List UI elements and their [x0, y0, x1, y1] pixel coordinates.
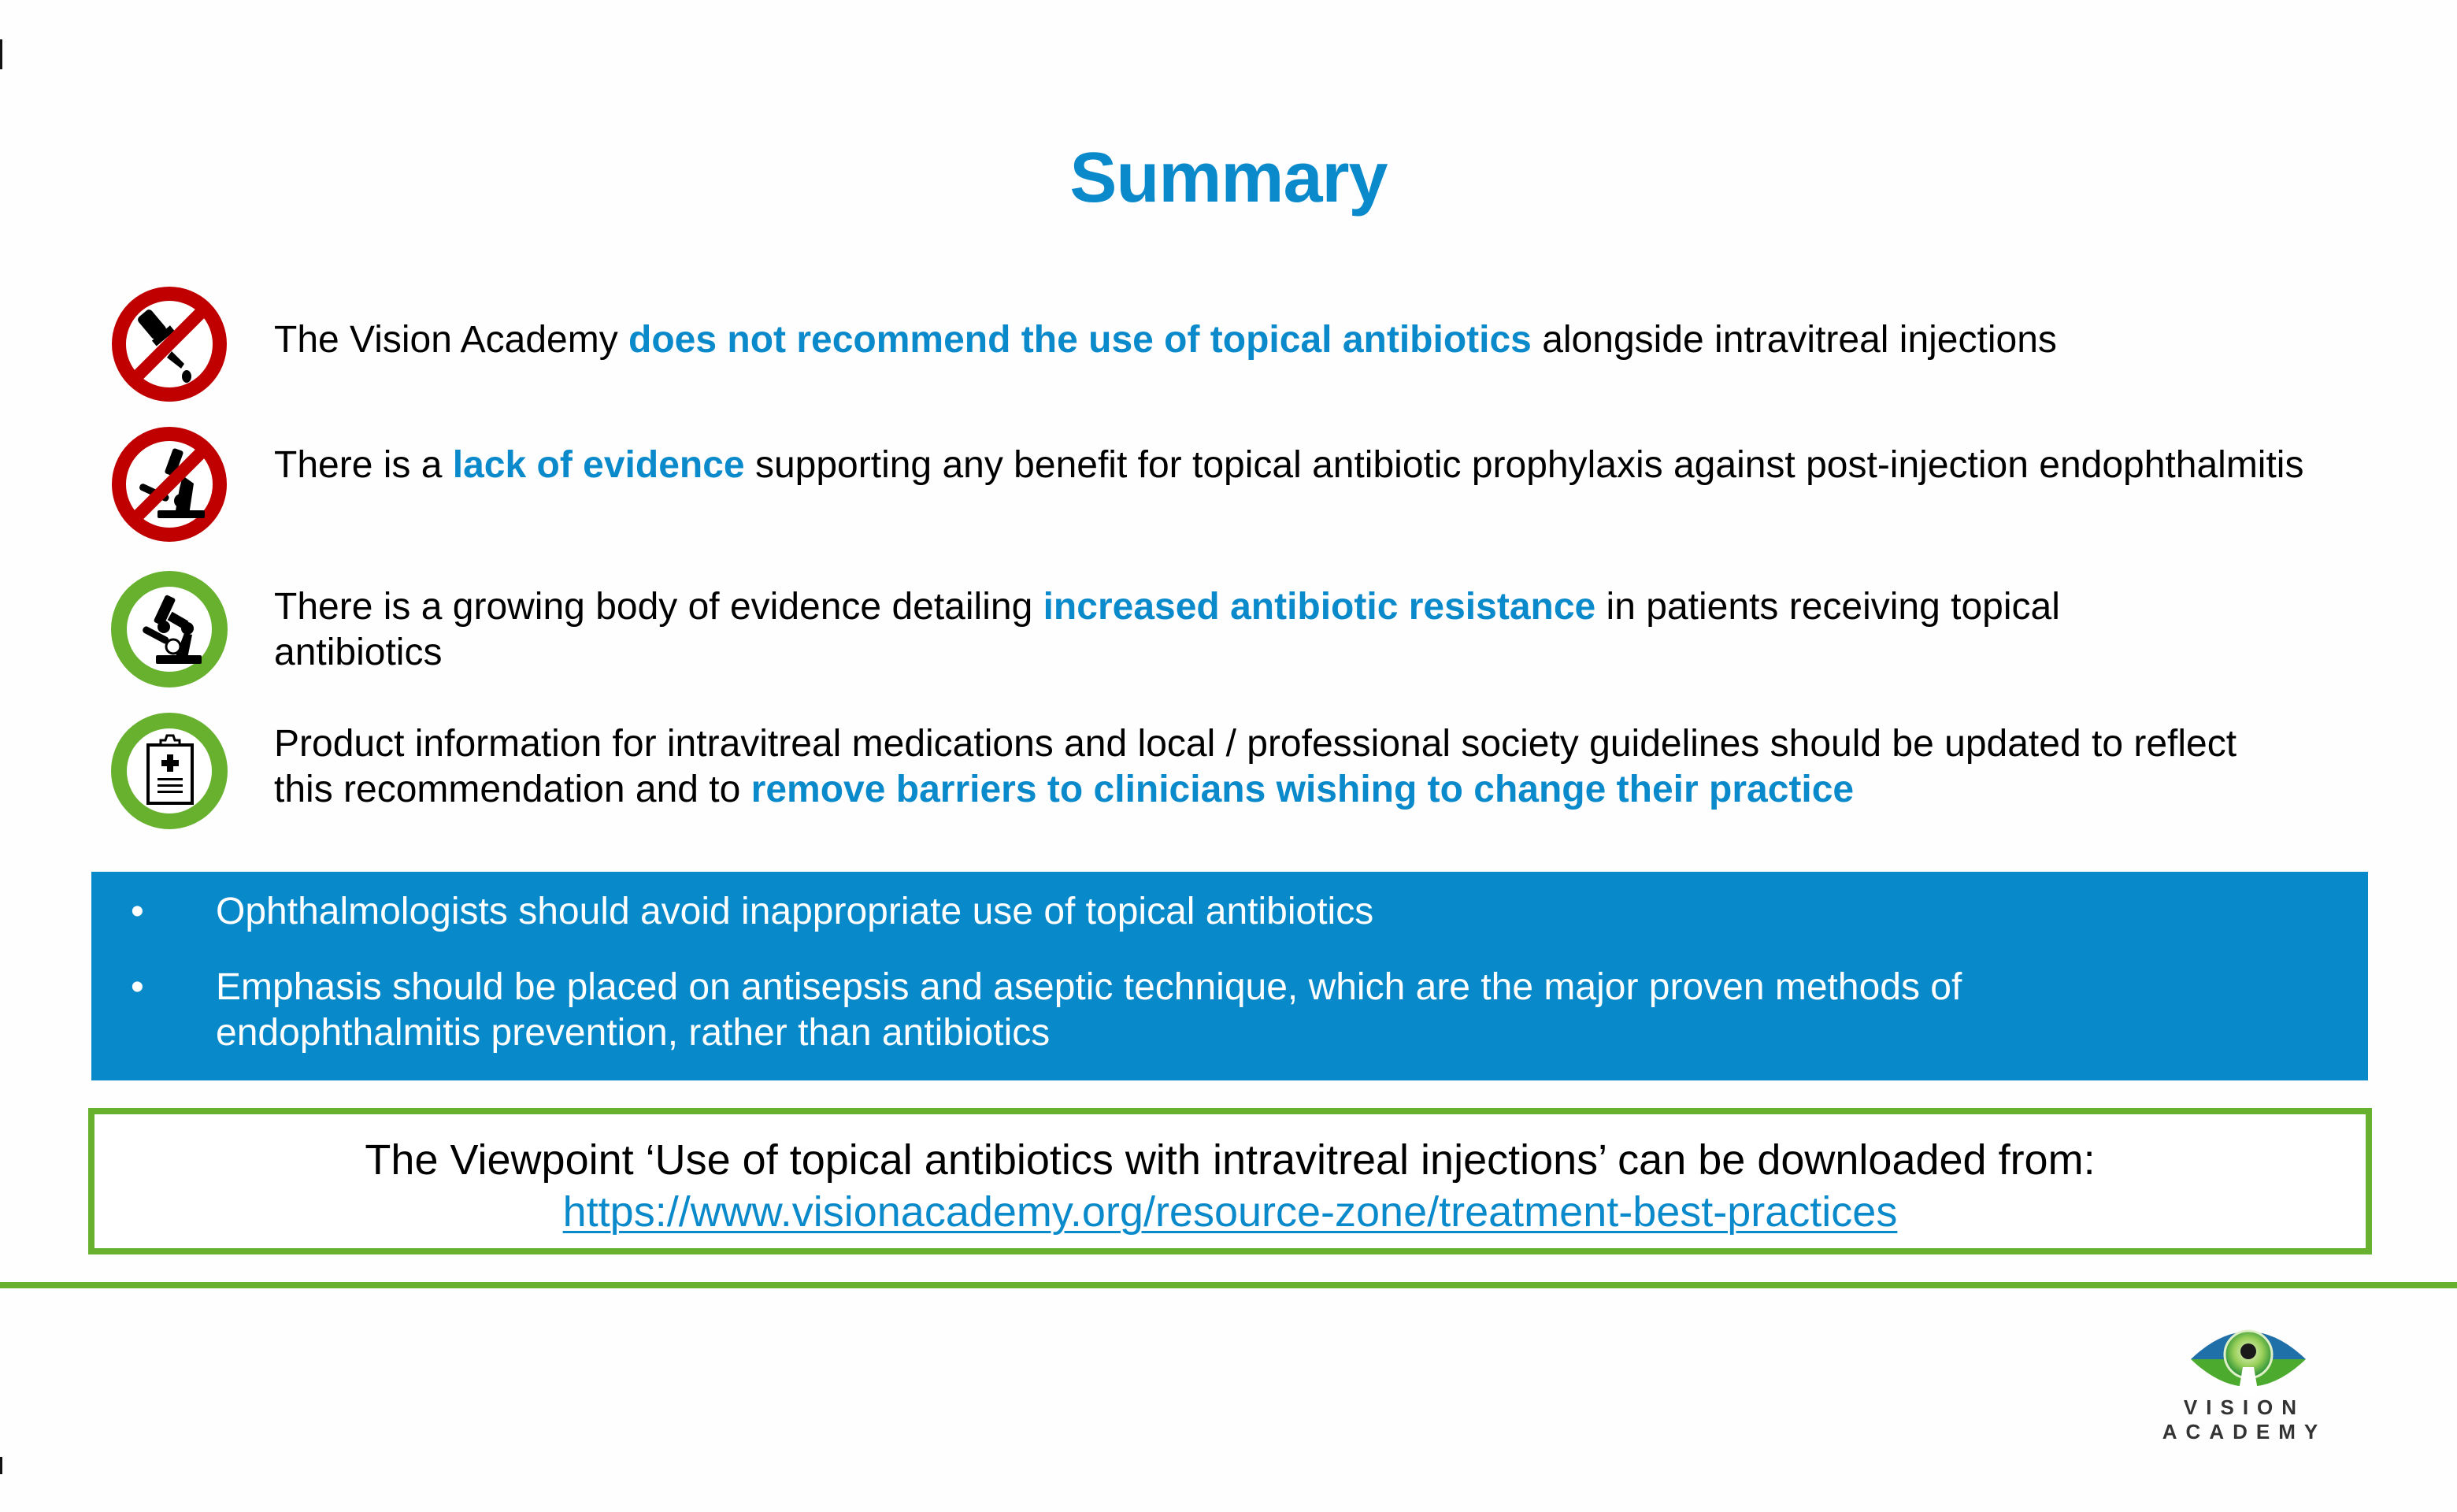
vision-academy-logo — [2110, 1314, 2378, 1443]
no-microscope-icon — [107, 422, 232, 547]
point-text: There is a growing body of evidence detailing increased antibiotic resistance in patients receiving topical antibiotics — [274, 586, 2060, 673]
point-text: Product information for intravitreal medications and local / professional society guidelines should be updated to reflect this recommendation and to remove barriers to clinicians wishing to change their practice — [274, 723, 2237, 810]
edge-mark-bottom — [0, 1457, 2, 1474]
edge-mark-top — [0, 39, 2, 69]
point-text: The Vision Academy does not recommend the use of topical antibiotics alongside intravitreal injections — [274, 319, 2057, 361]
bullet-marker: • — [131, 891, 144, 932]
slide-title: Summary — [1069, 139, 1388, 217]
bullet-marker: • — [131, 966, 144, 1008]
point-text: There is a lack of evidence supporting any benefit for topical antibiotic prophylaxis against post-injection endophthalmitis — [274, 444, 2304, 486]
key-recommendations-box — [91, 872, 2368, 1080]
eye-logo-icon — [2189, 1320, 2307, 1399]
recommendation-text: Ophthalmologists should avoid inappropriate use of topical antibiotics — [216, 891, 1374, 932]
microscope-icon — [107, 567, 232, 691]
clipboard-medical-icon — [107, 709, 232, 833]
logo-wordmark: VISION ACADEMY — [2162, 1395, 2327, 1443]
footer-divider — [0, 1282, 2457, 1288]
download-description: The Viewpoint ‘Use of topical antibiotics with intravitreal injections’ can be downloaded from: — [365, 1136, 2096, 1184]
download-link[interactable]: https://www.visionacademy.org/resource-zone/treatment-best-practices — [562, 1188, 1898, 1236]
recommendation-text: Emphasis should be placed on antisepsis and aseptic technique, which are the major proven methods of endophthalmitis prevention, rather than antibiotics — [216, 966, 1962, 1054]
download-box — [88, 1108, 2372, 1254]
no-eye-dropper-icon — [107, 282, 232, 406]
